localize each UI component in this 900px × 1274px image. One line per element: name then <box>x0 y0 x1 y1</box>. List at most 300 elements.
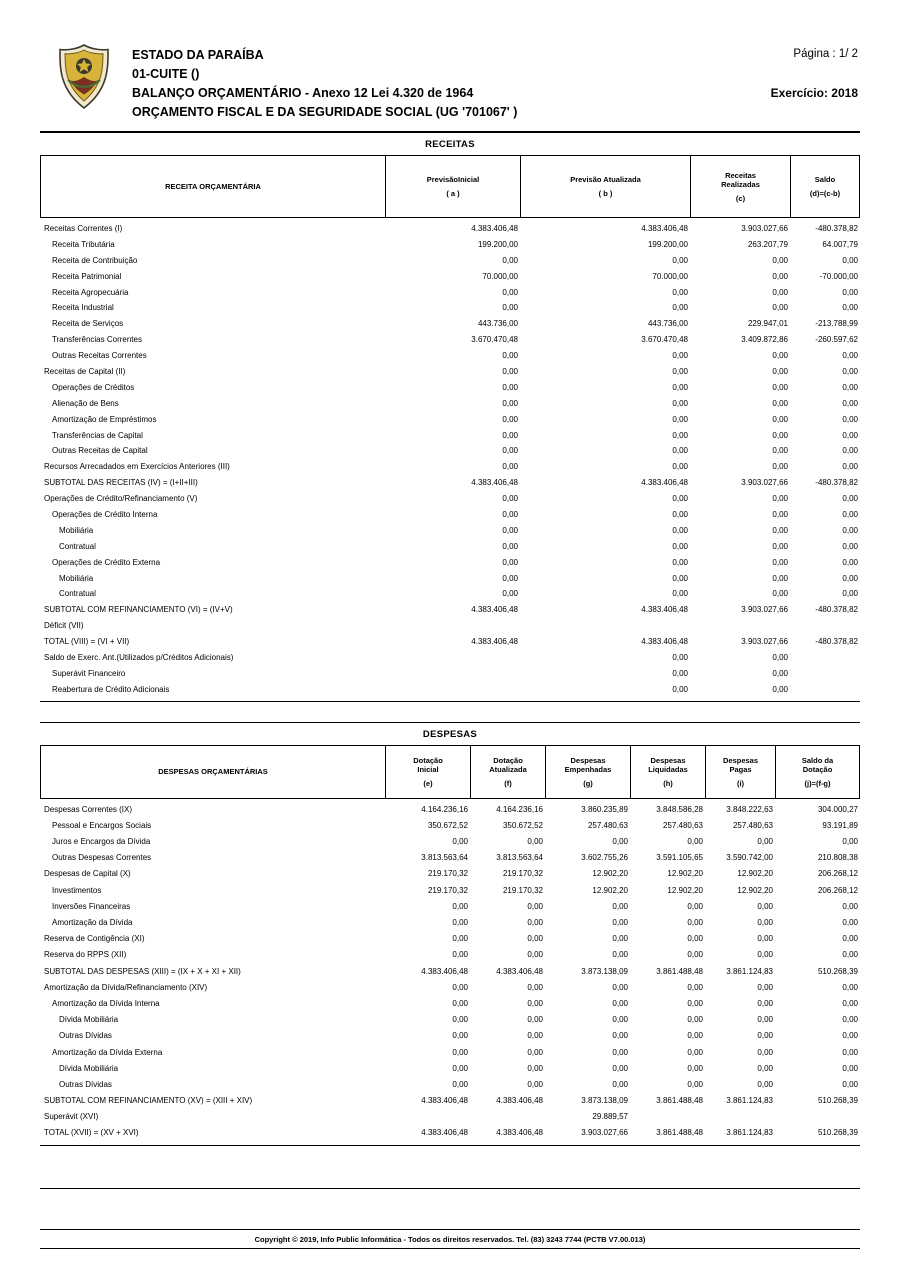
table-row <box>40 555 860 571</box>
row-value: 0,00 <box>612 1031 628 1041</box>
despesas-column-header <box>386 746 471 798</box>
receitas-header-row <box>40 155 860 218</box>
row-value: 257.480,63 <box>587 820 628 830</box>
row-label: Inversões Financeiras <box>52 901 131 911</box>
row-value: 3.409.872,86 <box>741 335 788 345</box>
row-value: 3.903.027,66 <box>741 224 788 233</box>
table-row <box>40 285 860 301</box>
row-value: 0,00 <box>687 837 703 847</box>
row-value: 510.268,39 <box>817 1128 858 1138</box>
row-value: 0,00 <box>772 414 788 424</box>
row-value: 0,00 <box>502 589 518 599</box>
row-value: 0,00 <box>502 367 518 377</box>
table-row <box>40 428 860 444</box>
row-value: 0,00 <box>687 1079 703 1089</box>
row-value: 0,00 <box>772 589 788 599</box>
row-value: 4.383.406,48 <box>421 1096 468 1106</box>
row-label: SUBTOTAL COM REFINANCIAMENTO (VI) = (IV+V) <box>44 605 233 615</box>
row-value: -260.597,62 <box>815 335 858 345</box>
row-value: 12.902,20 <box>667 885 703 895</box>
row-value: 0,00 <box>772 382 788 392</box>
row-value: 0,00 <box>502 303 518 313</box>
row-value: -480.378,82 <box>815 478 858 488</box>
row-value: 0,00 <box>612 950 628 960</box>
despesas-column-header <box>776 746 859 798</box>
row-label: Contratual <box>59 589 96 599</box>
row-value: 3.873.138,09 <box>581 966 628 976</box>
row-value: 350.672,52 <box>427 820 468 830</box>
row-value: 3.813.563,64 <box>421 853 468 863</box>
row-label: Amortização da Dívida Externa <box>52 1047 163 1057</box>
row-label: Operações de Crédito Interna <box>52 510 158 520</box>
row-label: Mobiliária <box>59 573 94 583</box>
row-value: 0,00 <box>502 573 518 583</box>
row-value: 0,00 <box>672 510 688 520</box>
row-value: 0,00 <box>527 1015 543 1025</box>
row-value: 0,00 <box>687 1047 703 1057</box>
row-value: 12.902,20 <box>592 885 628 895</box>
table-row <box>40 380 860 396</box>
row-value: 0,00 <box>452 1015 468 1025</box>
despesas-section-title: DESPESAS <box>422 728 478 740</box>
row-label: Receita de Contribuição <box>52 255 138 265</box>
row-label: Pessoal e Encargos Sociais <box>52 820 152 830</box>
row-value: 0,00 <box>527 837 543 847</box>
row-label: Superávit (XVI) <box>44 1112 99 1122</box>
row-value: 510.268,39 <box>817 966 858 976</box>
table-row <box>40 634 860 650</box>
row-value <box>790 666 860 682</box>
row-value: 0,00 <box>502 398 518 408</box>
row-value: 0,00 <box>842 414 858 424</box>
row-value: 0,00 <box>757 901 773 911</box>
row-value: 0,00 <box>502 541 518 551</box>
column-header-line: Dotação <box>413 755 443 765</box>
row-value: 0,00 <box>772 287 788 297</box>
row-value: 3.861.124,83 <box>726 1096 773 1106</box>
row-value: 199.200,00 <box>647 239 688 249</box>
row-value: 3.670.470,48 <box>641 335 688 345</box>
header-text-block <box>132 46 860 122</box>
row-value: 0,00 <box>502 510 518 520</box>
despesas-column-header <box>546 746 631 798</box>
row-value: 0,00 <box>672 557 688 567</box>
table-row <box>40 348 860 364</box>
row-label: Receitas de Capital (II) <box>44 367 126 377</box>
row-value: 0,00 <box>502 446 518 456</box>
row-value: 0,00 <box>502 525 518 535</box>
divider <box>40 722 860 723</box>
column-header-line: Saldo da <box>801 755 834 765</box>
exercise-year: Exercício: 2018 <box>770 86 858 100</box>
row-value: 3.873.138,09 <box>581 1096 628 1106</box>
row-label: Receita de Serviços <box>52 319 124 329</box>
column-header-line: (j)=(f-g) <box>804 778 831 788</box>
row-value: -480.378,82 <box>815 605 858 615</box>
row-value: 0,00 <box>672 351 688 361</box>
table-row <box>40 269 860 285</box>
column-header-line: Previsão Atualizada <box>570 175 641 184</box>
row-value: 4.383.406,48 <box>496 966 543 976</box>
row-label: Juros e Encargos da Dívida <box>52 837 151 847</box>
row-value: 0,00 <box>672 684 688 694</box>
row-value: 219.170,32 <box>427 869 468 879</box>
table-row <box>40 666 860 682</box>
row-value: 3.861.488,48 <box>656 1128 703 1138</box>
row-value <box>775 1109 860 1125</box>
row-value: 0,00 <box>842 589 858 599</box>
row-value: 3.861.488,48 <box>656 966 703 976</box>
row-label: SUBTOTAL DAS RECEITAS (IV) = (I+II+III) <box>44 478 198 488</box>
table-row <box>40 332 860 348</box>
row-label: Dívida Mobiliária <box>59 1015 119 1025</box>
table-row <box>40 1061 860 1077</box>
row-value: 4.164.236,16 <box>496 804 543 814</box>
row-value: 3.848.586,28 <box>656 804 703 814</box>
row-label: Despesas de Capital (X) <box>44 869 131 879</box>
unit-name: 01-CUITE () <box>132 67 200 81</box>
row-value: 0,00 <box>687 1015 703 1025</box>
table-row <box>40 883 860 899</box>
row-value: 0,00 <box>612 1047 628 1057</box>
table-row <box>40 237 860 253</box>
row-value: 0,00 <box>772 684 788 694</box>
row-label: Recursos Arrecadados em Exercícios Anteriores (III) <box>44 462 230 472</box>
table-row <box>40 1045 860 1061</box>
column-header-line: (e) <box>423 778 433 788</box>
row-value: 0,00 <box>842 934 858 944</box>
row-value: 0,00 <box>527 998 543 1008</box>
column-header-line: (d)=(c-b) <box>809 189 841 198</box>
header-divider <box>40 131 860 133</box>
row-value: 3.848.222,63 <box>726 804 773 814</box>
table-row <box>40 650 860 666</box>
row-label: Receita Tributária <box>52 239 115 249</box>
row-value <box>385 666 520 682</box>
row-value: 12.902,20 <box>737 869 773 879</box>
row-label: TOTAL (VIII) = (VI + VII) <box>44 637 130 647</box>
row-value: 0,00 <box>687 901 703 911</box>
row-value: 0,00 <box>842 510 858 520</box>
row-label: Saldo de Exerc. Ant.(Utilizados p/Créditos Adicionais) <box>44 653 234 663</box>
row-label: Amortização da Dívida/Refinanciamento (XIV) <box>44 982 208 992</box>
row-value <box>630 1109 705 1125</box>
table-row <box>40 866 860 882</box>
table-row <box>40 586 860 602</box>
row-value: 0,00 <box>672 414 688 424</box>
copyright-footer: Copyright © 2019, Info Public Informática - Todos os direitos reservados. Tel. (83) 3243 7744 (PCTB V7.00.013) <box>40 1229 860 1249</box>
row-value: 0,00 <box>842 1063 858 1073</box>
row-value: 3.903.027,66 <box>741 478 788 488</box>
row-value: 0,00 <box>452 1079 468 1089</box>
receitas-column-header <box>41 156 386 217</box>
table-row <box>40 571 860 587</box>
row-value: 206.268,12 <box>817 869 858 879</box>
row-value: 0,00 <box>842 918 858 928</box>
row-value: 0,00 <box>672 668 688 678</box>
row-value: 64.007,79 <box>822 239 858 249</box>
row-value: 229.947,01 <box>747 319 788 329</box>
row-value: 0,00 <box>757 1047 773 1057</box>
row-value: 70.000,00 <box>482 271 518 281</box>
column-header-line: Despesas <box>570 755 606 765</box>
divider <box>40 1145 860 1146</box>
table-row <box>40 818 860 834</box>
row-value: 0,00 <box>672 382 688 392</box>
row-value: 0,00 <box>687 934 703 944</box>
row-value: 0,00 <box>842 1079 858 1089</box>
row-value: 0,00 <box>672 430 688 440</box>
row-value: 219.170,32 <box>502 885 543 895</box>
row-label: SUBTOTAL COM REFINANCIAMENTO (XV) = (XIII + XIV) <box>44 1096 253 1106</box>
row-value: 0,00 <box>757 1079 773 1089</box>
row-label: Reabertura de Crédito Adicionais <box>52 684 170 694</box>
column-header-line: Pagas <box>729 764 752 774</box>
row-label: Despesas Correntes (IX) <box>44 804 133 814</box>
row-value: 0,00 <box>772 255 788 265</box>
receitas-table <box>40 155 860 698</box>
row-label: Alienação de Bens <box>52 398 119 408</box>
table-row <box>40 947 860 963</box>
row-value: 0,00 <box>687 950 703 960</box>
row-value: 0,00 <box>452 1047 468 1057</box>
row-value: 0,00 <box>452 918 468 928</box>
row-value: 0,00 <box>452 934 468 944</box>
row-value: 0,00 <box>842 1031 858 1041</box>
row-label: Contratual <box>59 541 96 551</box>
column-header-line: Dotação <box>802 764 833 774</box>
row-value: 0,00 <box>757 950 773 960</box>
row-value: 350.672,52 <box>502 820 543 830</box>
column-header-line: Saldo <box>814 175 836 184</box>
row-value: 3.602.755,26 <box>581 853 628 863</box>
table-row <box>40 899 860 915</box>
despesas-column-header <box>41 746 386 798</box>
row-label: Dívida Mobiliária <box>59 1063 119 1073</box>
table-row <box>40 221 860 237</box>
row-label: Outras Dívidas <box>59 1031 112 1041</box>
row-value: 0,00 <box>672 573 688 583</box>
row-value: -213.788,99 <box>815 319 858 329</box>
row-value: 3.813.563,64 <box>496 853 543 863</box>
table-row <box>40 682 860 698</box>
receitas-column-header <box>386 156 521 217</box>
row-value: 0,00 <box>757 934 773 944</box>
table-row <box>40 964 860 980</box>
row-label: Receita Industrial <box>52 303 114 313</box>
column-header-line: Empenhadas <box>564 764 612 774</box>
table-row <box>40 539 860 555</box>
row-value: 219.170,32 <box>502 869 543 879</box>
row-value: 0,00 <box>527 950 543 960</box>
row-value: 4.383.406,48 <box>421 966 468 976</box>
row-value <box>705 1109 775 1125</box>
column-header-line: ( a ) <box>446 189 460 198</box>
table-row <box>40 364 860 380</box>
row-value: 3.861.488,48 <box>656 1096 703 1106</box>
row-value: 3.903.027,66 <box>741 637 788 647</box>
receitas-section-title: RECEITAS <box>425 139 475 150</box>
row-label: Outras Receitas de Capital <box>52 446 148 456</box>
row-value: 0,00 <box>772 510 788 520</box>
table-row <box>40 443 860 459</box>
row-value: 257.480,63 <box>732 820 773 830</box>
row-value: 0,00 <box>772 367 788 377</box>
row-label: Reserva de Contigência (XI) <box>44 934 145 944</box>
receitas-column-header <box>521 156 691 217</box>
row-value: 0,00 <box>672 303 688 313</box>
row-label: Receita Patrimonial <box>52 271 122 281</box>
row-value: 0,00 <box>612 934 628 944</box>
row-value: 0,00 <box>612 1015 628 1025</box>
row-value: 0,00 <box>672 446 688 456</box>
table-row <box>40 915 860 931</box>
row-value: 0,00 <box>842 950 858 960</box>
row-value: 0,00 <box>842 287 858 297</box>
row-value: 12.902,20 <box>667 869 703 879</box>
table-row <box>40 523 860 539</box>
column-header-line: Inicial <box>417 764 439 774</box>
row-label: Outras Dívidas <box>59 1079 112 1089</box>
row-value: 0,00 <box>842 494 858 504</box>
row-value: 0,00 <box>842 1047 858 1057</box>
row-value: -70.000,00 <box>819 271 858 281</box>
row-value: 443.736,00 <box>477 319 518 329</box>
row-value: 263.207,79 <box>747 239 788 249</box>
column-header-line: DESPESAS ORÇAMENTÁRIAS <box>158 767 268 777</box>
row-value: 0,00 <box>757 998 773 1008</box>
column-header-line: PrevisãoInicial <box>426 175 480 184</box>
table-row <box>40 507 860 523</box>
row-value: 0,00 <box>502 462 518 472</box>
row-label: Transferências Correntes <box>52 335 142 345</box>
row-value: 0,00 <box>687 998 703 1008</box>
table-row <box>40 1109 860 1125</box>
row-value: 0,00 <box>612 1079 628 1089</box>
column-header-line: Despesas <box>722 755 759 765</box>
row-value: 0,00 <box>842 430 858 440</box>
row-value: 3.903.027,66 <box>741 605 788 615</box>
table-row <box>40 491 860 507</box>
row-value: 0,00 <box>687 982 703 992</box>
row-value: 0,00 <box>452 950 468 960</box>
despesas-column-header <box>471 746 546 798</box>
row-value: 304.000,27 <box>817 804 858 814</box>
row-value: 12.902,20 <box>737 885 773 895</box>
row-label: Operações de Créditos <box>52 382 135 392</box>
despesas-header-row <box>40 745 860 799</box>
row-value: 0,00 <box>672 541 688 551</box>
row-label: Amortização da Dívida Interna <box>52 998 160 1008</box>
row-value: 0,00 <box>772 303 788 313</box>
row-value: 0,00 <box>527 1047 543 1057</box>
row-value: 0,00 <box>842 398 858 408</box>
table-row <box>40 475 860 491</box>
row-value: 0,00 <box>452 901 468 911</box>
row-value: 206.268,12 <box>817 885 858 895</box>
row-value: 0,00 <box>842 837 858 847</box>
row-value: 0,00 <box>672 398 688 408</box>
row-value: 4.383.406,48 <box>471 224 518 233</box>
divider <box>40 701 860 702</box>
row-label: Mobiliária <box>59 525 94 535</box>
row-label: Operações de Crédito Externa <box>52 557 161 567</box>
row-value: 0,00 <box>687 918 703 928</box>
row-value <box>385 650 520 666</box>
row-value: 443.736,00 <box>647 319 688 329</box>
row-value: 3.670.470,48 <box>471 335 518 345</box>
row-value: 0,00 <box>672 462 688 472</box>
row-value: 0,00 <box>502 351 518 361</box>
table-row <box>40 834 860 850</box>
column-header-line: Liquidadas <box>648 764 688 774</box>
row-value: 257.480,63 <box>662 820 703 830</box>
row-label: Outras Receitas Correntes <box>52 351 147 361</box>
row-value: 0,00 <box>772 525 788 535</box>
row-value: 0,00 <box>502 494 518 504</box>
row-value: 0,00 <box>842 255 858 265</box>
row-value: -480.378,82 <box>815 224 858 233</box>
column-header-line: Receitas <box>725 170 756 180</box>
row-value: 0,00 <box>772 557 788 567</box>
row-value <box>790 682 860 698</box>
row-value: 0,00 <box>452 998 468 1008</box>
row-value: 0,00 <box>612 998 628 1008</box>
document-header <box>40 0 860 126</box>
row-value: 0,00 <box>672 589 688 599</box>
despesas-column-header <box>631 746 706 798</box>
row-value: 4.383.406,48 <box>641 605 688 615</box>
row-value: 0,00 <box>687 1063 703 1073</box>
row-value: 0,00 <box>842 462 858 472</box>
receitas-body <box>40 218 860 698</box>
row-value: 0,00 <box>502 414 518 424</box>
row-value: 0,00 <box>612 982 628 992</box>
row-value: 0,00 <box>757 918 773 928</box>
row-value: 4.383.406,48 <box>641 637 688 647</box>
despesas-table <box>40 745 860 1142</box>
report-title: BALANÇO ORÇAMENTÁRIO - Anexo 12 Lei 4.320 de 1964 <box>132 86 474 100</box>
row-value: 4.383.406,48 <box>496 1096 543 1106</box>
row-value: 0,00 <box>772 668 788 678</box>
row-value: 0,00 <box>502 287 518 297</box>
row-value: 0,00 <box>842 541 858 551</box>
row-value: 4.383.406,48 <box>421 1128 468 1138</box>
despesas-column-header <box>706 746 776 798</box>
column-header-line: ( b ) <box>598 189 613 198</box>
row-value: 0,00 <box>612 1063 628 1073</box>
row-value: 0,00 <box>772 430 788 440</box>
table-row <box>40 850 860 866</box>
row-value: 219.170,32 <box>427 885 468 895</box>
table-row <box>40 300 860 316</box>
document-content <box>40 0 860 1249</box>
row-value: 0,00 <box>772 398 788 408</box>
row-value: 0,00 <box>842 982 858 992</box>
table-row <box>40 412 860 428</box>
row-value: 3.861.124,83 <box>726 1128 773 1138</box>
row-value: 0,00 <box>502 557 518 567</box>
table-row <box>40 1093 860 1109</box>
row-value: 3.860.235,89 <box>581 804 628 814</box>
row-value: 0,00 <box>842 446 858 456</box>
table-row <box>40 459 860 475</box>
table-row <box>40 602 860 618</box>
row-value: 0,00 <box>527 901 543 911</box>
row-label: Reserva do RPPS (XII) <box>44 950 127 960</box>
row-value: 0,00 <box>772 573 788 583</box>
column-header-line: (g) <box>583 778 593 788</box>
